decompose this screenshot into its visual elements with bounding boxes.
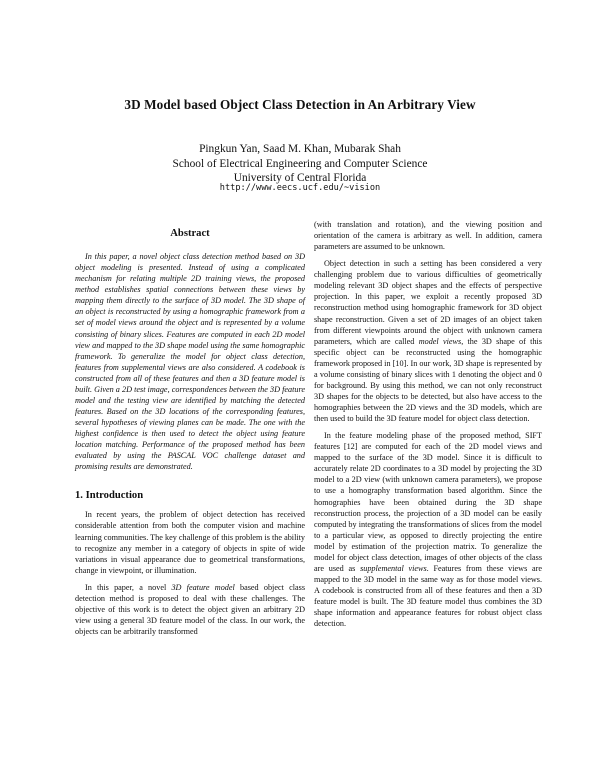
affiliation: School of Electrical Engineering and Computer Science (172, 157, 428, 170)
author-block (0, 142, 600, 186)
body-paragraph-object-detection (314, 258, 542, 424)
term-model-views: model views (418, 336, 462, 346)
left-column (75, 228, 305, 643)
section-heading-introduction: 1. Introduction (75, 490, 144, 502)
intro-paragraph-1: In recent years, the problem of object detection has received considerable attention from both the computer vision and machine learning communities. The key challenge of this problem is the ability to recognize any member in a category of objects in spite of wide variations in visual appearance due to geometrical transformations, change in viewpoint, or illumination. (75, 510, 305, 575)
abstract-heading: Abstract (170, 228, 210, 239)
authors: Pingkun Yan, Saad M. Khan, Mubarak Shah (199, 143, 401, 155)
intro-paragraph-2-text-a: In this paper, a novel (85, 582, 172, 592)
body-paragraph-feature-modeling (314, 430, 542, 629)
body-paragraph-2-text-b: . Features from these views are mapped to the 3D model in the same way as for those model views. A codebook is constructed from all of these features and then a 3D feature model is built. The 3D feature model thus combines the 3D shape information and appearance features for robust object class detection. (314, 563, 542, 629)
lab-url[interactable]: http://www.eecs.ucf.edu/~vision (219, 183, 381, 193)
abstract-text: In this paper, a novel object class detection method based on 3D object modeling is presented. Instead of using a complicated mechanism for relating multiple 2D training views, the proposed method establishes spatial connections between these views by mapping them directly to the surface of 3D model. The 3D shape of an object is reconstructed by using a homographic framework from a set of model views around the object and is represented by a volume consisting of binary slices. Features are computed in each 2D model view and mapped to the 3D shape model using the same homographic framework. To generalize the model for object class detection, features from supplemental views are also considered. A codebook is constructed from all of these features and then a 3D feature model is built. Given a 2D test image, correspondences between the 3D feature model and the testing view are identified by matching the detected features. Based on the 3D locations of the corresponding features, several hypotheses of viewing planes can be made. The one with the highest confidence is then used to detect the object using feature location matching. Performance of the proposed method has been evaluated by using the PASCAL VOC challenge dataset and promising results are demonstrated. (75, 252, 305, 472)
term-3d-feature-model: 3D feature model (171, 582, 235, 592)
intro-paragraph-2 (75, 582, 305, 637)
body-paragraph-1-text-b: , the 3D shape of this specific object can be reconstructed using the homographic framework proposed in [10]. In our work, 3D shape is represented by a volume consisting of binary slices with 1 denoting the object and 0 for background. By using this method, we can not only reconstruct 3D shapes for the objects to be detected, but also have access to the homographies between the 2D views and the 3D models, which are then used to build the 3D feature model for object class detection. (314, 336, 542, 424)
university: University of Central Florida (233, 172, 367, 184)
body-paragraph-continued: (with translation and rotation), and the viewing position and orientation of the camera is arbitrary as well. In addition, camera parameters are assumed to be unknown. (314, 220, 542, 252)
body-paragraph-2-text-a: In the feature modeling phase of the proposed method, SIFT features [12] are computed for each of the 2D model views and mapped to the surface of the 3D model. Since it is difficult to accurately relate 2D coordinates to a 3D model by projecting the 3D model to a 2D view (with unknown camera parameters), we propose to use a homography transformation based algorithm. Since the homographies have been obtained during the 3D shape reconstruction process, the projection of a 3D model can be easily computed by integrating the transformations of slices from the model to a particular view, as opposed to directly projecting the entire model by estimation of the projection matrix. To generalize the model for object class detection, images of other objects of the class are used as (314, 431, 542, 573)
term-supplemental-views: supplemental views (360, 563, 427, 573)
body-paragraph-1-text-a: Object detection in such a setting has been considered a very challenging problem due to various difficulties of geometrically modeling relevant 3D object shapes and the effects of perspective projection. In this paper, we exploit a recently proposed 3D reconstruction method using homographic framework for 3D object shape reconstruction. Given a set of 2D images of an object taken from different viewpoints around the object with unknown camera parameters, which are called (314, 259, 542, 346)
paper-title: 3D Model based Object Class Detection in An Arbitrary View (124, 97, 476, 112)
intro-paragraph-2-text-b: based object class detection method is proposed to deal with these challenges. The objective of this work is to detect the object given an arbitrary 2D view using a general 3D feature model of the class. In our work, the objects can be arbitrarily transformed (75, 582, 306, 636)
right-column (314, 219, 542, 635)
